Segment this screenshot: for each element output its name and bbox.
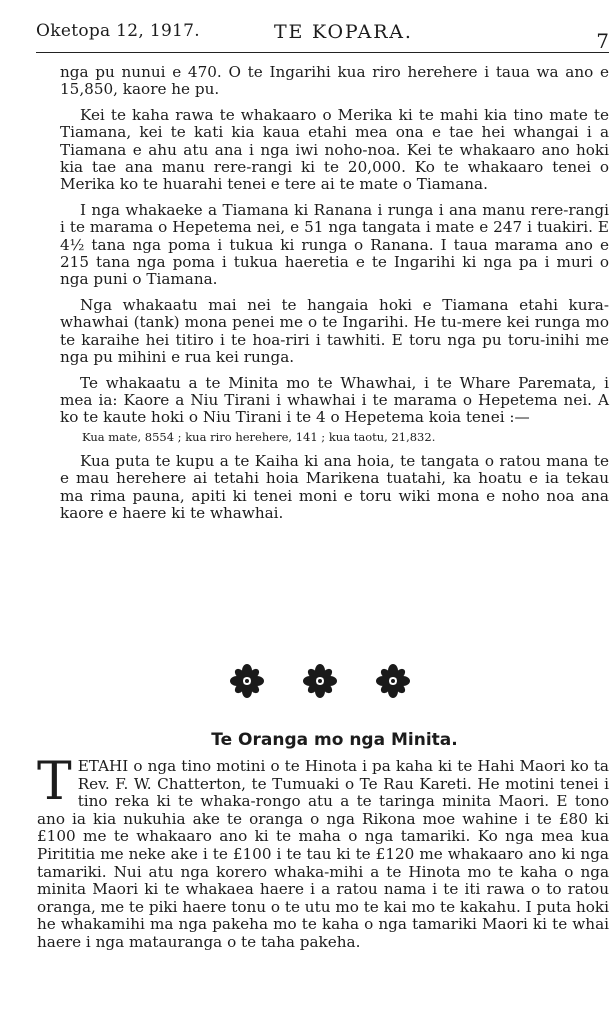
paragraph-6: Kua puta te kupu a te Kaiha ki ana hoia, te tangata o ratou mana te e mau herehere ai tetahi hoia Marikena tuatahi, ka hoatu e ia tekau ma rima pauna, apiti ki tenei moni e toru wiki mona e noho noa ana kaore e haere ki te whawhai.	[60, 451, 609, 522]
section-body	[37, 752, 609, 952]
header-title: TE KOPARA.	[274, 21, 413, 43]
header-date: Oketopa 12, 1917.	[36, 21, 200, 41]
paragraph-3: I nga whakaeke a Tiamana ki Ranana i runga i ana manu rere-rangi i te marama o Hepetema nei, e 51 nga tangata i mate e 247 i tuakiri. E 4½ tana nga poma i tukua ki runga o Ranana. I taua marama ano e 215 tana nga poma i tukua haeretia e te Ingarihi ki nga pa i muri o nga puni o Tiamana.	[60, 200, 609, 289]
paragraph-5: Te whakaatu a te Minita mo te Whawhai, i te Whare Paremata, i mea ia: Kaore a Niu Tirani i whawhai i te marama o Hepetema nei. A ko te kaute hoki o Niu Tirani i te 4 o Hepetema koia tenei :—	[60, 373, 609, 427]
section-paragraph: ETAHI o nga tino motini o te Hinota i pa kaha ki te Hahi Maori ko ta Rev. F. W. Chatterton, te Tumuaki o Te Rau Kareti. He motini tenei i tino reka ki te whaka-rongo atu a te taringa minita Maori. E tono ano ia kia nukuhia ake te oranga o nga Rikona moe wahine i te £80 ki £100 me te whakaaro ano ki te maha o nga tamariki. Ko nga mea kua Pirititia me neke ake i te £100 i te tau ki te £120 me whakaaro ano ki nga tamariki. Nui atu nga korero whaka-mihi a te Hinota mo te kaha o nga minita Maori ki te whakaea haere i a ratou nama i te iti rawa o to ratou oranga, me te piki haere tonu o te utu mo te kai mo te kakahu. I puta hoki he whakamihi ma nga pakeha mo te kaha o nga tamariki Maori ki te whai haere i nga matauranga o te taha pakeha.	[37, 757, 609, 951]
paragraph-2: Kei te kaha rawa te whakaaro o Merika ki te mahi kia tino mate te Tiamana, kei te kati kia kaua etahi mea ona e tae hei whangai i a Tiamana e ahu atu ana i nga iwi noho-noa. Kei te whakaaro ano hoki kia tae ana manu rere-rangi ki te 20,000. Ko te whakaaro tenei o Merika ko te huarahi tenei e tere ai te mate o Tiamana.	[60, 105, 609, 194]
drop-cap: T	[37, 752, 72, 812]
page-header	[36, 18, 609, 53]
ornament-row	[230, 664, 410, 698]
paragraph-4: Nga whakaatu mai nei te hangaia hoki e Tiamana etahi kura-whawhai (tank) mona penei me o te Ingarihi. He tu-mere kei runga mo te karaihe hei titiro i te hoa-riri i tawhiti. E toru nga pu toru-inihi me nga pu mihini e rua kei runga.	[60, 295, 609, 367]
article-body	[60, 64, 609, 530]
flower-ornament-icon	[230, 664, 264, 698]
flower-ornament-icon	[303, 664, 337, 698]
page-number: 7	[596, 29, 609, 53]
flower-ornament-icon	[376, 664, 410, 698]
paragraph-1: nga pu nunui e 470. O te Ingarihi kua riro herehere i taua wa ano e 15,850, kaore he pu.	[60, 63, 609, 99]
section-title: Te Oranga mo nga Minita.	[211, 730, 458, 750]
casualty-stats: Kua mate, 8554 ; kua riro herehere, 141 ; kua taotu, 21,832.	[82, 429, 436, 444]
